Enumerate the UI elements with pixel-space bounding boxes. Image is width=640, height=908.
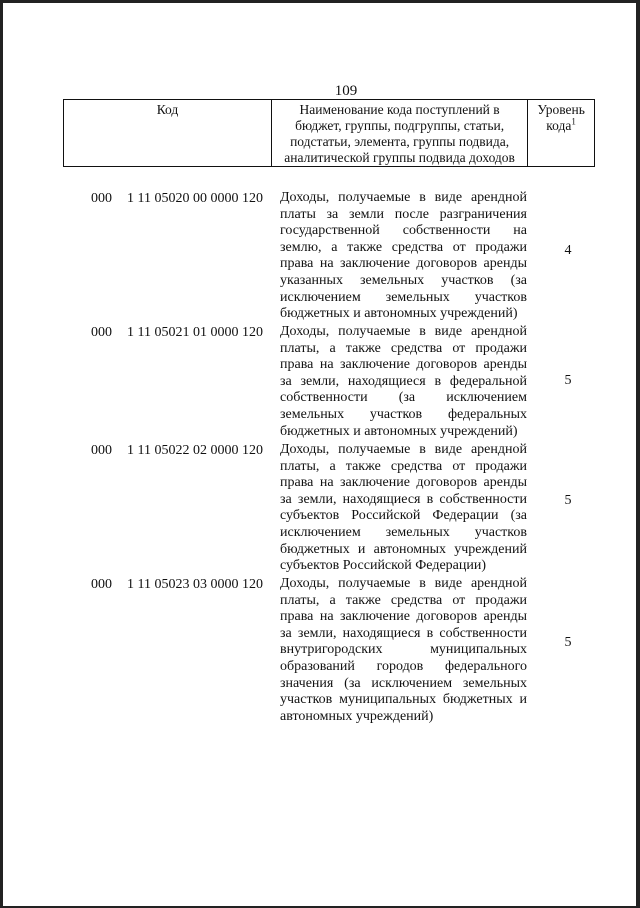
description-line: права на заключение договоров аренды bbox=[280, 609, 527, 625]
code-level: 4 bbox=[564, 243, 572, 258]
description-line: собственности (за исключением bbox=[280, 390, 527, 406]
description-line: Доходы, получаемые в виде арендной bbox=[280, 190, 527, 205]
code-level: 5 bbox=[564, 493, 572, 508]
description-line: исключением земельных участков bbox=[280, 524, 527, 540]
income-code: 1 11 05022 02 0000 120 bbox=[127, 443, 263, 458]
description-line: за земли, находящиеся в собственности bbox=[280, 625, 527, 641]
admin-code: 000 bbox=[91, 443, 112, 458]
income-description bbox=[280, 190, 527, 323]
description-line: платы, а также средства от продажи bbox=[280, 340, 527, 356]
header-code: Код bbox=[64, 100, 272, 167]
footnote-marker: 1 bbox=[571, 116, 576, 127]
description-line: права на заключение договоров аренды bbox=[280, 475, 527, 491]
description-line: за земли, находящиеся в федеральной bbox=[280, 373, 527, 389]
admin-code: 000 bbox=[91, 325, 112, 340]
header-name-line: бюджет, группы, подгруппы, статьи, bbox=[295, 118, 505, 133]
header-table bbox=[63, 99, 595, 167]
description-line: государственной собственности на bbox=[280, 223, 527, 239]
income-description bbox=[280, 576, 527, 725]
income-description bbox=[280, 442, 527, 575]
income-code: 1 11 05021 01 0000 120 bbox=[127, 325, 263, 340]
description-line: субъектов Российской Федерации) bbox=[280, 558, 487, 574]
income-description bbox=[280, 324, 527, 440]
page-number: 109 bbox=[334, 83, 358, 99]
description-line: платы, а также средства от продажи bbox=[280, 592, 527, 608]
header-level bbox=[528, 100, 595, 167]
description-line: участков муниципальных бюджетных и bbox=[280, 692, 527, 708]
description-line: права на заключение договоров аренды bbox=[280, 256, 527, 272]
description-line: бюджетных и автономных учреждений) bbox=[280, 306, 518, 322]
description-line: Доходы, получаемые в виде арендной bbox=[280, 576, 527, 591]
description-line: образований городов федерального bbox=[280, 658, 527, 674]
income-code: 1 11 05020 00 0000 120 bbox=[127, 191, 263, 206]
header-name bbox=[271, 100, 527, 167]
description-line: за земли, находящиеся в собственности bbox=[280, 491, 527, 507]
code-level: 5 bbox=[564, 373, 572, 388]
description-line: права на заключение договоров аренды bbox=[280, 357, 527, 373]
description-line: Доходы, получаемые в виде арендной bbox=[280, 442, 527, 457]
description-line: бюджетных и автономных учреждений) bbox=[280, 423, 518, 439]
header-name-line: аналитической группы подвида доходов bbox=[284, 150, 515, 165]
description-line: исключением земельных участков bbox=[280, 289, 527, 305]
header-name-line: подстатьи, элемента, группы подвида, bbox=[290, 134, 510, 149]
header-name-line: Наименование кода поступлений в bbox=[299, 102, 500, 117]
admin-code: 000 bbox=[91, 191, 112, 206]
description-line: платы, а также средства от продажи bbox=[280, 458, 527, 474]
income-code: 1 11 05023 03 0000 120 bbox=[127, 577, 263, 592]
header-level-line: кода$^1$ bbox=[546, 116, 576, 133]
description-line: Доходы, получаемые в виде арендной bbox=[280, 324, 527, 339]
description-line: землю, а также средства от продажи bbox=[280, 239, 527, 255]
header-level-line: Уровень bbox=[537, 102, 585, 117]
description-line: субъектов Российской Федерации (за bbox=[280, 508, 527, 524]
description-line: бюджетных и автономных учреждений bbox=[280, 541, 527, 557]
description-line: автономных учреждений) bbox=[280, 708, 434, 724]
admin-code: 000 bbox=[91, 577, 112, 592]
code-level: 5 bbox=[564, 635, 572, 650]
description-line: земельных участков федеральных bbox=[280, 406, 527, 422]
description-line: внутригородских муниципальных bbox=[280, 642, 527, 658]
description-line: значения (за исключением земельных bbox=[280, 675, 527, 691]
description-line: указанных земельных участков (за bbox=[280, 272, 527, 288]
description-line: платы за земли после разграничения bbox=[280, 206, 527, 222]
